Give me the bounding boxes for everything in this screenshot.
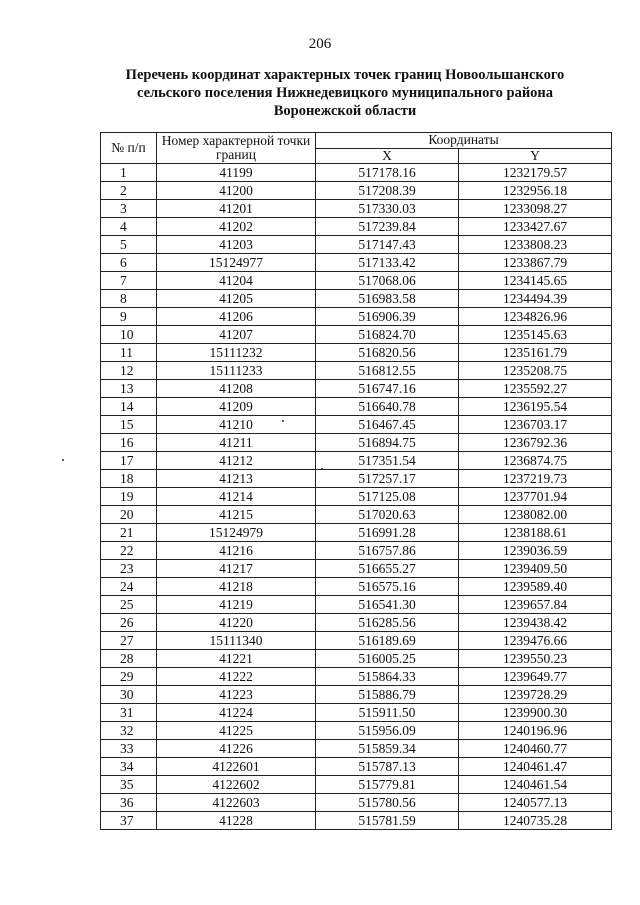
coord-y: 1237219.73 bbox=[459, 470, 612, 488]
row-number: 1 bbox=[101, 164, 157, 182]
table-row bbox=[101, 542, 612, 560]
coord-y: 1237701.94 bbox=[459, 488, 612, 506]
coord-x: 517351.54 bbox=[316, 452, 459, 470]
table-body bbox=[101, 164, 612, 830]
row-number: 16 bbox=[101, 434, 157, 452]
row-number: 35 bbox=[101, 776, 157, 794]
point-number: 41205 bbox=[157, 290, 316, 308]
coord-x: 516640.78 bbox=[316, 398, 459, 416]
row-number: 33 bbox=[101, 740, 157, 758]
header-x: X bbox=[316, 148, 459, 164]
coord-y: 1233808.23 bbox=[459, 236, 612, 254]
coord-x: 515886.79 bbox=[316, 686, 459, 704]
point-number: 41200 bbox=[157, 182, 316, 200]
point-number: 41225 bbox=[157, 722, 316, 740]
table-row bbox=[101, 668, 612, 686]
table-row bbox=[101, 236, 612, 254]
coord-x: 515864.33 bbox=[316, 668, 459, 686]
coord-y: 1239657.84 bbox=[459, 596, 612, 614]
row-number: 12 bbox=[101, 362, 157, 380]
coord-y: 1239550.23 bbox=[459, 650, 612, 668]
coord-y: 1240461.54 bbox=[459, 776, 612, 794]
point-number: 41212 bbox=[157, 452, 316, 470]
scan-speck bbox=[62, 459, 64, 461]
coord-y: 1234494.39 bbox=[459, 290, 612, 308]
row-number: 22 bbox=[101, 542, 157, 560]
coord-x: 515781.59 bbox=[316, 812, 459, 830]
point-number: 41203 bbox=[157, 236, 316, 254]
coord-y: 1236874.75 bbox=[459, 452, 612, 470]
coord-x: 516747.16 bbox=[316, 380, 459, 398]
coord-x: 516983.58 bbox=[316, 290, 459, 308]
point-number: 41228 bbox=[157, 812, 316, 830]
table-row bbox=[101, 308, 612, 326]
table-row bbox=[101, 812, 612, 830]
coord-x: 517125.08 bbox=[316, 488, 459, 506]
header-y: Y bbox=[459, 148, 612, 164]
point-number: 41217 bbox=[157, 560, 316, 578]
table-row bbox=[101, 758, 612, 776]
point-number: 41221 bbox=[157, 650, 316, 668]
row-number: 29 bbox=[101, 668, 157, 686]
coord-x: 517178.16 bbox=[316, 164, 459, 182]
row-number: 31 bbox=[101, 704, 157, 722]
row-number: 25 bbox=[101, 596, 157, 614]
coord-x: 516820.56 bbox=[316, 344, 459, 362]
point-number: 41214 bbox=[157, 488, 316, 506]
point-number: 41213 bbox=[157, 470, 316, 488]
coord-y: 1234145.65 bbox=[459, 272, 612, 290]
table-row bbox=[101, 578, 612, 596]
row-number: 27 bbox=[101, 632, 157, 650]
row-number: 5 bbox=[101, 236, 157, 254]
coord-x: 517257.17 bbox=[316, 470, 459, 488]
coord-x: 517068.06 bbox=[316, 272, 459, 290]
coord-x: 517330.03 bbox=[316, 200, 459, 218]
row-number: 28 bbox=[101, 650, 157, 668]
point-number: 41211 bbox=[157, 434, 316, 452]
table-row bbox=[101, 524, 612, 542]
point-number: 41215 bbox=[157, 506, 316, 524]
coordinates-table bbox=[100, 132, 612, 830]
table-row bbox=[101, 596, 612, 614]
coord-x: 517239.84 bbox=[316, 218, 459, 236]
coord-y: 1236792.36 bbox=[459, 434, 612, 452]
coord-y: 1234826.96 bbox=[459, 308, 612, 326]
coord-y: 1236195.54 bbox=[459, 398, 612, 416]
point-number: 15111232 bbox=[157, 344, 316, 362]
table-row bbox=[101, 344, 612, 362]
coord-x: 515859.34 bbox=[316, 740, 459, 758]
point-number: 41224 bbox=[157, 704, 316, 722]
coord-x: 516467.45 bbox=[316, 416, 459, 434]
header-point-number: Номер характерной точки границ bbox=[157, 133, 316, 164]
row-number: 14 bbox=[101, 398, 157, 416]
table-row bbox=[101, 362, 612, 380]
coord-y: 1240577.13 bbox=[459, 794, 612, 812]
row-number: 34 bbox=[101, 758, 157, 776]
coord-y: 1236703.17 bbox=[459, 416, 612, 434]
table-row bbox=[101, 218, 612, 236]
coord-x: 515779.81 bbox=[316, 776, 459, 794]
point-number: 41204 bbox=[157, 272, 316, 290]
table-row bbox=[101, 182, 612, 200]
table-row bbox=[101, 326, 612, 344]
table-row bbox=[101, 380, 612, 398]
point-number: 41223 bbox=[157, 686, 316, 704]
row-number: 26 bbox=[101, 614, 157, 632]
coord-y: 1240461.47 bbox=[459, 758, 612, 776]
coord-x: 516541.30 bbox=[316, 596, 459, 614]
coord-y: 1239409.50 bbox=[459, 560, 612, 578]
point-number: 4122602 bbox=[157, 776, 316, 794]
row-number: 8 bbox=[101, 290, 157, 308]
point-number: 15124977 bbox=[157, 254, 316, 272]
row-number: 24 bbox=[101, 578, 157, 596]
table-row bbox=[101, 740, 612, 758]
coord-x: 516824.70 bbox=[316, 326, 459, 344]
scan-speck bbox=[321, 468, 323, 470]
point-number: 41202 bbox=[157, 218, 316, 236]
point-number: 41219 bbox=[157, 596, 316, 614]
coord-x: 515911.50 bbox=[316, 704, 459, 722]
coord-y: 1235161.79 bbox=[459, 344, 612, 362]
row-number: 37 bbox=[101, 812, 157, 830]
coord-x: 516812.55 bbox=[316, 362, 459, 380]
row-number: 6 bbox=[101, 254, 157, 272]
coord-y: 1238082.00 bbox=[459, 506, 612, 524]
row-number: 15 bbox=[101, 416, 157, 434]
row-number: 10 bbox=[101, 326, 157, 344]
coord-y: 1233427.67 bbox=[459, 218, 612, 236]
coord-y: 1233098.27 bbox=[459, 200, 612, 218]
row-number: 18 bbox=[101, 470, 157, 488]
coord-x: 516575.16 bbox=[316, 578, 459, 596]
point-number: 41216 bbox=[157, 542, 316, 560]
row-number: 32 bbox=[101, 722, 157, 740]
row-number: 36 bbox=[101, 794, 157, 812]
coord-x: 516189.69 bbox=[316, 632, 459, 650]
row-number: 9 bbox=[101, 308, 157, 326]
coord-y: 1235592.27 bbox=[459, 380, 612, 398]
row-number: 30 bbox=[101, 686, 157, 704]
coord-x: 516285.56 bbox=[316, 614, 459, 632]
table-row bbox=[101, 488, 612, 506]
title-line-3: Воронежской области bbox=[273, 103, 417, 119]
point-number: 41220 bbox=[157, 614, 316, 632]
table-row bbox=[101, 398, 612, 416]
coord-y: 1239589.40 bbox=[459, 578, 612, 596]
title-line-2: сельского поселения Нижнедевицкого муниципального района bbox=[136, 85, 554, 101]
header-coordinates: Координаты bbox=[316, 133, 612, 149]
row-number: 11 bbox=[101, 344, 157, 362]
header-number: № п/п bbox=[101, 133, 157, 164]
row-number: 23 bbox=[101, 560, 157, 578]
point-number: 15124979 bbox=[157, 524, 316, 542]
coord-y: 1235208.75 bbox=[459, 362, 612, 380]
point-number: 41199 bbox=[157, 164, 316, 182]
coord-y: 1235145.63 bbox=[459, 326, 612, 344]
table-row bbox=[101, 452, 612, 470]
coord-y: 1240735.28 bbox=[459, 812, 612, 830]
point-number: 41209 bbox=[157, 398, 316, 416]
row-number: 17 bbox=[101, 452, 157, 470]
coord-y: 1239900.30 bbox=[459, 704, 612, 722]
coord-x: 517020.63 bbox=[316, 506, 459, 524]
table-row bbox=[101, 290, 612, 308]
coord-x: 517147.43 bbox=[316, 236, 459, 254]
point-number: 15111233 bbox=[157, 362, 316, 380]
row-number: 4 bbox=[101, 218, 157, 236]
point-number: 41222 bbox=[157, 668, 316, 686]
point-number: 41226 bbox=[157, 740, 316, 758]
point-number: 41207 bbox=[157, 326, 316, 344]
page-number: 206 bbox=[308, 36, 332, 52]
row-number: 13 bbox=[101, 380, 157, 398]
coord-y: 1240196.96 bbox=[459, 722, 612, 740]
row-number: 7 bbox=[101, 272, 157, 290]
table-row bbox=[101, 272, 612, 290]
point-number: 15111340 bbox=[157, 632, 316, 650]
row-number: 3 bbox=[101, 200, 157, 218]
table-row bbox=[101, 200, 612, 218]
coord-x: 517133.42 bbox=[316, 254, 459, 272]
point-number: 41201 bbox=[157, 200, 316, 218]
row-number: 20 bbox=[101, 506, 157, 524]
table-row bbox=[101, 560, 612, 578]
coord-x: 515787.13 bbox=[316, 758, 459, 776]
title-line-1: Перечень координат характерных точек границ Новоольшанского bbox=[125, 67, 565, 83]
table-row bbox=[101, 434, 612, 452]
coord-x: 516906.39 bbox=[316, 308, 459, 326]
table-row bbox=[101, 470, 612, 488]
coord-y: 1238188.61 bbox=[459, 524, 612, 542]
coord-y: 1239649.77 bbox=[459, 668, 612, 686]
document-title bbox=[110, 66, 580, 120]
table-row bbox=[101, 686, 612, 704]
coord-x: 516757.86 bbox=[316, 542, 459, 560]
table-row bbox=[101, 650, 612, 668]
row-number: 2 bbox=[101, 182, 157, 200]
coord-y: 1239728.29 bbox=[459, 686, 612, 704]
point-number: 41210 bbox=[157, 416, 316, 434]
coord-x: 516991.28 bbox=[316, 524, 459, 542]
coord-x: 517208.39 bbox=[316, 182, 459, 200]
table-row bbox=[101, 416, 612, 434]
table-row bbox=[101, 632, 612, 650]
point-number: 41206 bbox=[157, 308, 316, 326]
coord-y: 1240460.77 bbox=[459, 740, 612, 758]
table-row bbox=[101, 614, 612, 632]
row-number: 19 bbox=[101, 488, 157, 506]
row-number: 21 bbox=[101, 524, 157, 542]
coord-y: 1239438.42 bbox=[459, 614, 612, 632]
scan-speck bbox=[282, 420, 284, 422]
table-row bbox=[101, 794, 612, 812]
coord-x: 516005.25 bbox=[316, 650, 459, 668]
coord-y: 1233867.79 bbox=[459, 254, 612, 272]
coord-x: 516894.75 bbox=[316, 434, 459, 452]
point-number: 4122601 bbox=[157, 758, 316, 776]
coord-y: 1239036.59 bbox=[459, 542, 612, 560]
point-number: 4122603 bbox=[157, 794, 316, 812]
coord-y: 1232179.57 bbox=[459, 164, 612, 182]
point-number: 41218 bbox=[157, 578, 316, 596]
table-row bbox=[101, 776, 612, 794]
coord-y: 1232956.18 bbox=[459, 182, 612, 200]
coord-y: 1239476.66 bbox=[459, 632, 612, 650]
table-row bbox=[101, 254, 612, 272]
table-row bbox=[101, 164, 612, 182]
coord-x: 515780.56 bbox=[316, 794, 459, 812]
table-row bbox=[101, 506, 612, 524]
coord-x: 516655.27 bbox=[316, 560, 459, 578]
coord-x: 515956.09 bbox=[316, 722, 459, 740]
table-row bbox=[101, 704, 612, 722]
table-row bbox=[101, 722, 612, 740]
point-number: 41208 bbox=[157, 380, 316, 398]
